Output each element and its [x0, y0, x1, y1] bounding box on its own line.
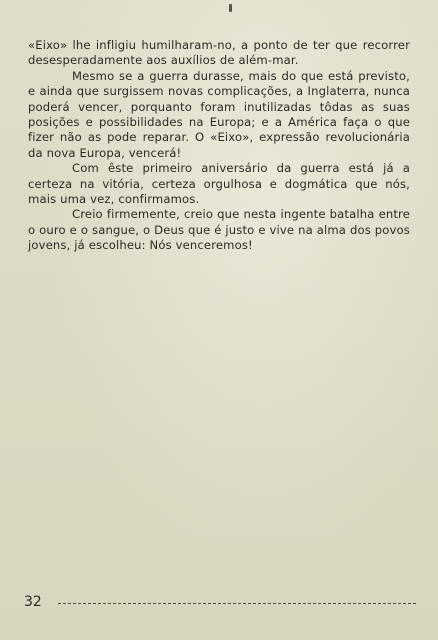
paragraph-4: Creio firmemente, creio que nesta ingente batalha entre o ouro e o sangue, o Deus que é justo e vive na alma dos povos jovens, já escolheu: Nós venceremos! [28, 207, 410, 253]
page-footer [24, 594, 416, 610]
page-number: 32 [24, 594, 42, 610]
body-text [28, 38, 410, 254]
paragraph-2: Mesmo se a guerra durasse, mais do que está previsto, e ainda que surgissem novas complicações, a Inglaterra, nunca poderá vencer, porquanto foram inutilizadas tôdas as suas posições e possibilidades na Europa; e a América faça o que fizer não as pode reparar. O «Eixo», expressão revolucionária da nova Europa, vencerá! [28, 68, 410, 160]
paragraph-1: «Eixo» lhe infligiu humilharam-no, a ponto de ter que recorrer desesperadamente aos auxílios de além-mar. [28, 38, 410, 68]
paragraph-3: Com êste primeiro aniversário da guerra está já a certeza na vitória, certeza orgulhosa e dogmática que nós, mais uma vez, confirmamos. [28, 161, 410, 207]
print-mark [229, 4, 232, 12]
footer-dashed-rule [58, 603, 416, 604]
